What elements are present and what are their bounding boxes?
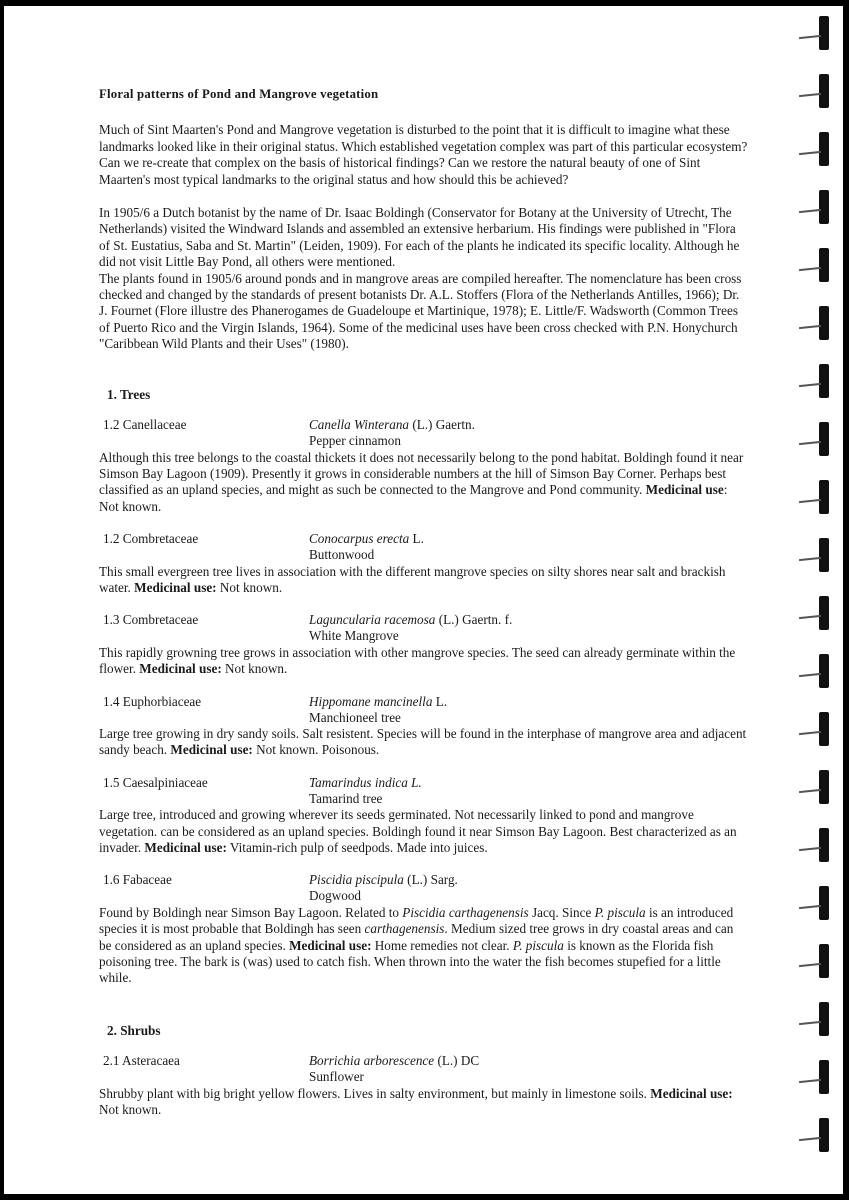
spiral-binding xyxy=(797,6,843,1194)
medicinal-use-label: Medicinal use xyxy=(645,482,724,498)
plant-description: This rapidly growning tree grows in association with other mangrove species. The seed can already germinate within the flower. Medicinal use: Not known. xyxy=(99,644,736,677)
plant-description: Although this tree belongs to the coastal thickets it does not necessarily belong to the pond habitat. Boldingh found it near Simson Bay Lagoon (1909). Presently it grows in considerable numbers at the hill of Simson Bay Corner. Perhaps best classified as an upland species, and might as such be connected to the Mangrove and Pond community. Medicinal use: Not known. xyxy=(99,449,744,514)
entry-header xyxy=(99,531,749,547)
common-name: Dogwood xyxy=(309,888,362,904)
plant-entry xyxy=(99,694,749,759)
intro-paragraph: Much of Sint Maarten's Pond and Mangrove vegetation is disturbed to the point that it is difficult to imagine what these landmarks looked like in their original status. Which established vegetation complex was part of this particular ecosystem? Can we re-create that complex on the basis of historical findings? Can we restore the natural beauty of one of Sint Maarten's most typical landmarks to the original status and how should this be achieved? xyxy=(99,122,748,187)
medicinal-use-label: Medicinal use: xyxy=(139,661,222,677)
entry-header xyxy=(99,1053,749,1069)
species-name: Piscidia piscipula xyxy=(309,872,404,888)
species-name: Conocarpus erecta xyxy=(309,531,410,547)
plant-entry xyxy=(99,612,749,677)
intro-paragraph: The plants found in 1905/6 around ponds and in mangrove areas are compiled hereafter. The nomenclature has been cross checked and changed by the standards of present botanists Dr. A.L. Stoffers (Flora of the Netherlands Antilles, 1966); Dr. J. Fournet (Flore illustre des Phanerogames de Guadeloupe et Martinique, 1978); E. Little/F. Wadsworth (Common Trees of Puerto Rico and the Virgin Islands, 1964). Some of the medicinal uses have been cross checked with P.N. Honychurch "Caribbean Wild Plants and their Uses" (1980). xyxy=(99,270,742,352)
plant-description: Shrubby plant with big bright yellow flowers. Lives in salty environment, but mainly in limestone soils. Medicinal use: Not known. xyxy=(99,1085,733,1118)
species-author: (L.) Gaertn. xyxy=(409,417,475,433)
plant-sections xyxy=(99,387,749,1119)
common-name: White Mangrove xyxy=(309,628,399,644)
common-name: Manchioneel tree xyxy=(309,709,401,725)
plant-species xyxy=(309,417,475,433)
plant-species xyxy=(309,531,424,547)
entry-header xyxy=(99,612,749,628)
plant-species xyxy=(309,694,447,710)
medicinal-use-label: Medicinal use: xyxy=(144,840,227,855)
plant-description: Found by Boldingh near Simson Bay Lagoon. Related to Piscidia carthagenensis Jacq. Since P. piscula is an introduced species it is most probable that Boldingh has seen carthagenensis. Medium sized tree grows in dry coastal areas and can be considered as an upland species. Medicinal use: Home remedies not clear. P. piscula is known as the Florida fish poisoning tree. The bark is (was) used to catch fish. When thrown into the water the fish becomes stupefied for a little while. xyxy=(99,904,734,986)
common-name: Tamarind tree xyxy=(309,790,383,806)
plant-entry xyxy=(99,775,749,857)
plant-species xyxy=(309,872,458,888)
species-name: Laguncularia racemosa xyxy=(309,612,436,628)
plant-species xyxy=(309,612,512,628)
intro-paragraph: In 1905/6 a Dutch botanist by the name of Dr. Isaac Boldingh (Conservator for Botany at the University of Utrecht, The Netherlands) visited the Windward Islands and assembled an extensive herbarium. His findings were published in "Flora of St. Eustatius, Saba and St. Martin" (Leiden, 1909). For each of the plants he indicated its specific locality. Although he did not visit Little Bay Pond, all others were mentioned. xyxy=(99,205,740,270)
plant-species xyxy=(309,1053,479,1069)
medicinal-use-label: Medicinal use: xyxy=(650,1085,733,1101)
plant-family: 2.1 Asteracaea xyxy=(103,1053,180,1069)
species-ref: carthagenensis xyxy=(364,921,445,937)
document-body xyxy=(99,86,749,1118)
plant-family: 1.3 Combretaceae xyxy=(103,612,199,628)
plant-entry xyxy=(99,531,749,596)
section-heading: 2. Shrubs xyxy=(107,1022,161,1038)
common-name: Buttonwood xyxy=(309,547,375,563)
section-heading: 1. Trees xyxy=(107,386,151,402)
species-ref: P. piscula xyxy=(512,937,564,953)
species-name: Borrichia arborescence xyxy=(309,1053,435,1069)
medicinal-use-label: Medicinal use: xyxy=(289,937,372,953)
plant-entry xyxy=(99,872,749,986)
species-name: Tamarindus indica L. xyxy=(309,774,422,790)
species-ref: Piscidia carthagenensis xyxy=(402,904,529,920)
entry-header xyxy=(99,417,749,433)
species-name: Hippomane mancinella xyxy=(309,693,433,709)
plant-description: Large tree growing in dry sandy soils. Salt resistent. Species will be found in the interphase of mangrove area and adjacent sandy beach. Medicinal use: Not known. Poisonous. xyxy=(99,725,747,758)
plant-family: 1.5 Caesalpiniaceae xyxy=(103,774,208,790)
plant-family: 1.2 Combretaceae xyxy=(103,531,199,547)
plant-description: Large tree, introduced and growing wherever its seeds germinated. Not necessarily linked to pond and mangrove vegetation. can be considered as an upland species. Boldingh found it near Simson Bay Lagoon. Best characterized as an invader. Medicinal use: Vitamin-rich pulp of seedpods. Made into juices. xyxy=(99,807,737,855)
species-author: (L.) Gaertn. f. xyxy=(435,612,513,628)
common-name: Pepper cinnamon xyxy=(309,433,401,449)
species-author: L. xyxy=(432,693,448,709)
medicinal-use-label: Medicinal use: xyxy=(170,742,253,758)
plant-species xyxy=(309,775,422,791)
entry-header xyxy=(99,694,749,710)
species-author: (L.) DC xyxy=(434,1053,480,1069)
species-author: L. xyxy=(409,531,424,547)
plant-entry xyxy=(99,417,749,515)
document-page xyxy=(4,6,843,1194)
entry-header xyxy=(99,872,749,888)
plant-entry xyxy=(99,1053,749,1118)
entry-header xyxy=(99,775,749,791)
plant-family: 1.4 Euphorbiaceae xyxy=(103,693,202,709)
plant-family: 1.6 Fabaceae xyxy=(103,872,172,888)
medicinal-use-label: Medicinal use: xyxy=(134,579,217,595)
common-name: Sunflower xyxy=(309,1069,364,1085)
plant-family: 1.2 Canellaceae xyxy=(103,417,187,433)
species-ref: P. piscula xyxy=(594,904,646,920)
species-author: (L.) Sarg. xyxy=(403,872,458,888)
species-name: Canella Winterana xyxy=(309,417,410,433)
plant-description: This small evergreen tree lives in association with the different mangrove species on silty shores near salt and brackish water. Medicinal use: Not known. xyxy=(99,563,726,595)
page-title: Floral patterns of Pond and Mangrove vegetation xyxy=(99,87,379,101)
